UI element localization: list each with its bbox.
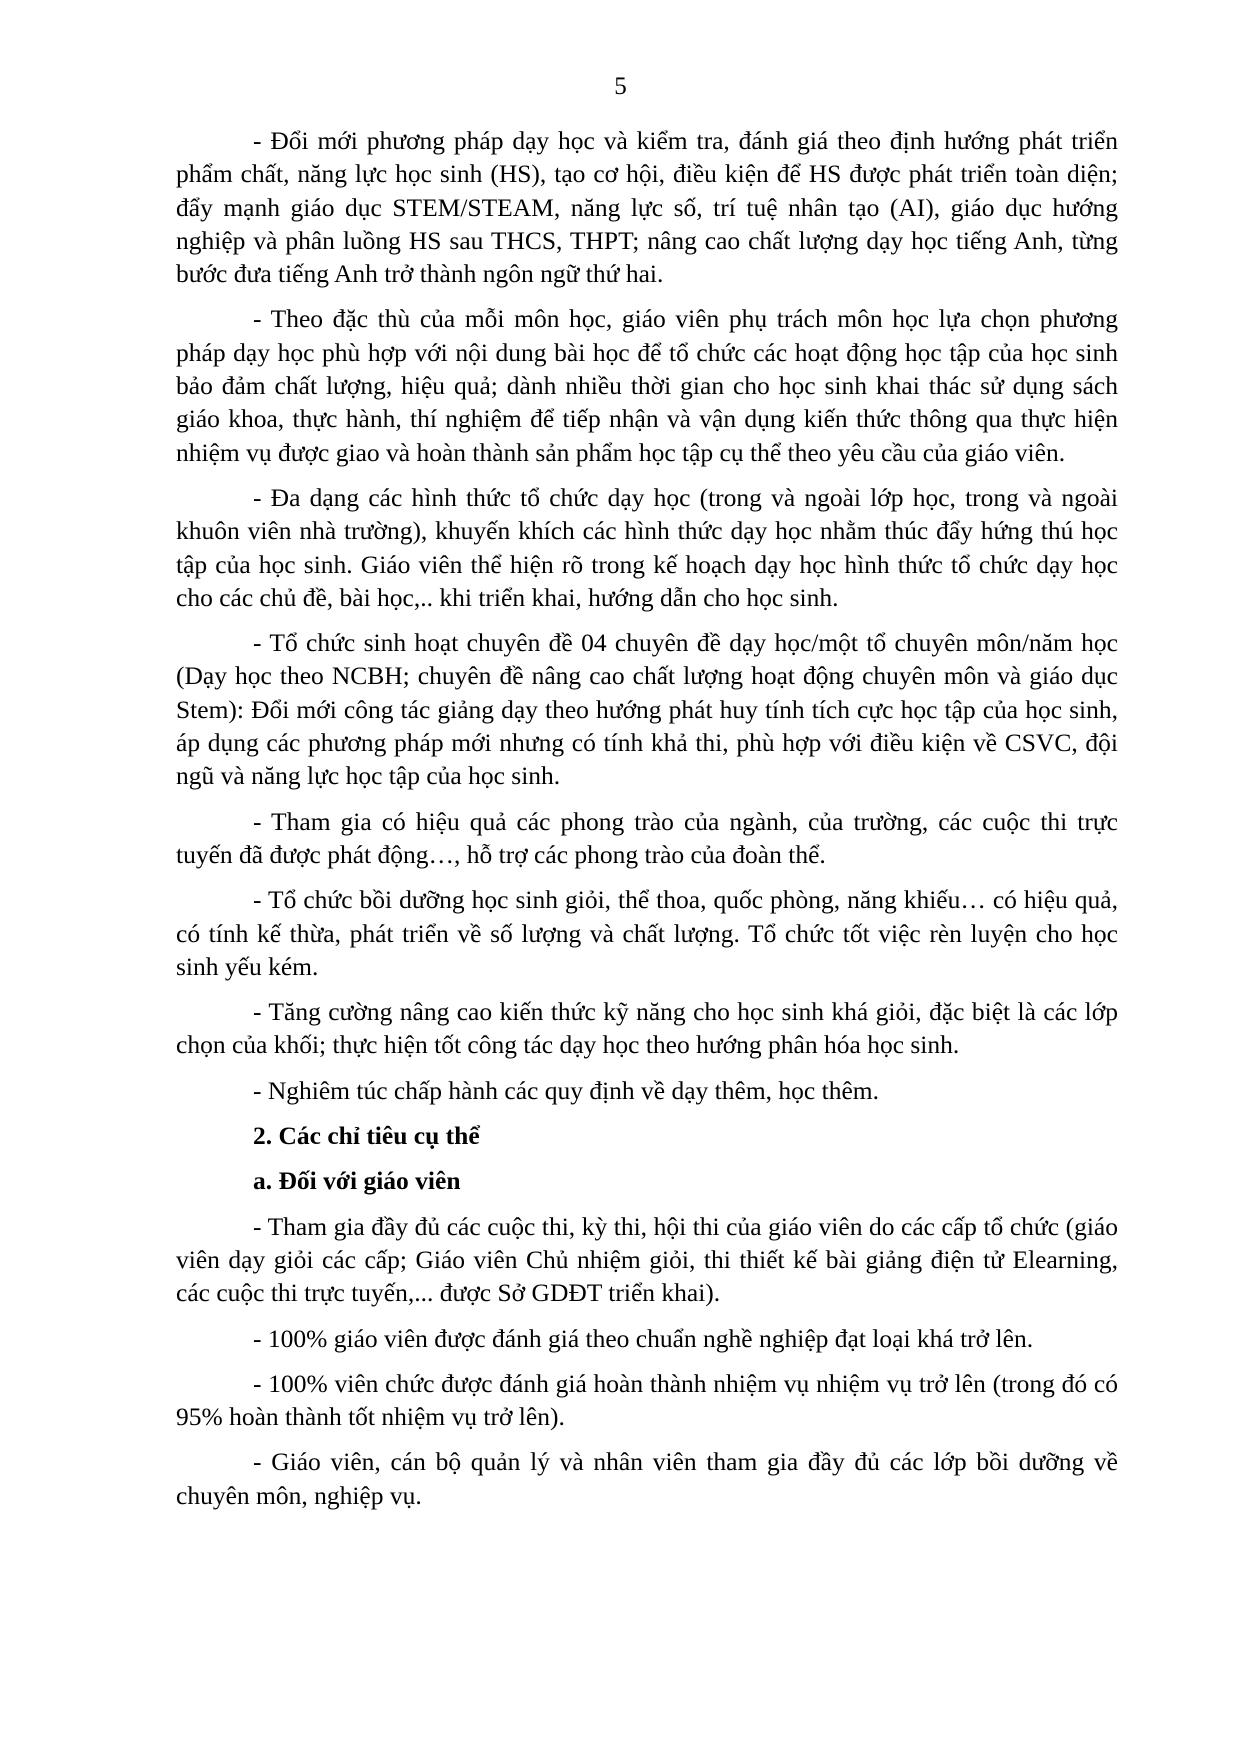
paragraph-teaching-methods: - Đổi mới phương pháp dạy học và kiểm tra, đánh giá theo định hướng phát triển phẩm chất, năng lực học sinh (HS), tạo cơ hội, điều kiện để HS được phát triển toàn diện; đẩy mạnh giáo dục STEM/STEAM, năng lực số, trí tuệ nhân tạo (AI), giáo dục hướng nghiệp và phân luồng HS sau THCS, THPT; nâng cao chất lượng dạy học tiếng Anh, từng bước đưa tiếng Anh trở thành ngôn ngữ thứ hai. (176, 126, 1118, 289)
section-heading-targets: 2. Các chỉ tiêu cụ thể (253, 1121, 480, 1151)
paragraph-extra-classes: - Nghiêm túc chấp hành các quy định về dạy thêm, học thêm. (253, 1075, 879, 1105)
paragraph-competitions: - Tham gia đầy đủ các cuộc thi, kỳ thi, hội thi của giáo viên do các cấp tổ chức (giáo viên dạy giỏi các cấp; Giáo viên Chủ nhiệm giỏi, thi thiết kế bài giảng điện tử Elearning, các cuộc thi trực tuyến,... được Sở GDĐT triển khai). (176, 1211, 1118, 1308)
paragraph-gifted-students: - Tổ chức bồi dưỡng học sinh giỏi, thể thoa, quốc phòng, năng khiếu… có hiệu quả, có tính kế thừa, phát triển về số lượng và chất lượng. Tổ chức tốt việc rèn luyện cho học sinh yếu kém. (176, 885, 1118, 981)
paragraph-seminars: - Tổ chức sinh hoạt chuyên đề 04 chuyên đề dạy học/một tổ chuyên môn/năm học (Dạy học theo NCBH; chuyên đề nâng cao chất lượng hoạt động chuyên môn và giáo dục Stem): Đổi mới công tác giảng dạy theo hướng phát huy tính tích cực học tập của học sinh, áp dụng các phương pháp mới nhưng có tính khả thi, phù hợp với điều kiện về CSVC, đội ngũ và năng lực học tập của học sinh. (176, 628, 1118, 791)
page-content (176, 124, 1118, 1524)
paragraph-professional-standards: - 100% giáo viên được đánh giá theo chuẩn nghề nghiệp đạt loại khá trở lên. (253, 1323, 1034, 1353)
paragraph-movements: - Tham gia có hiệu quả các phong trào của ngành, của trường, các cuộc thi trực tuyến đã được phát động…, hỗ trợ các phong trào của đoàn thể. (176, 806, 1118, 869)
page-number: 5 (614, 73, 627, 100)
paragraph-differentiation: - Tăng cường nâng cao kiến thức kỹ năng cho học sinh khá giỏi, đặc biệt là các lớp chọn của khối; thực hiện tốt công tác dạy học theo hướng phân hóa học sinh. (176, 997, 1118, 1060)
paragraph-staff-evaluation: - 100% viên chức được đánh giá hoàn thành nhiệm vụ nhiệm vụ trở lên (trong đó có 95% hoàn thành tốt nhiệm vụ trở lên). (176, 1368, 1118, 1432)
paragraph-training: - Giáo viên, cán bộ quản lý và nhân viên tham gia đầy đủ các lớp bồi dưỡng về chuyên môn, nghiệp vụ. (176, 1447, 1118, 1510)
paragraph-teaching-forms: - Đa dạng các hình thức tổ chức dạy học (trong và ngoài lớp học, trong và ngoài khuôn viên nhà trường), khuyến khích các hình thức dạy học nhằm thúc đẩy hứng thú học tập của học sinh. Giáo viên thể hiện rõ trong kế hoạch dạy học hình thức tổ chức dạy học cho các chủ đề, bài học,.. khi triển khai, hướng dẫn cho học sinh. (176, 482, 1118, 612)
paragraph-subject-methods: - Theo đặc thù của mỗi môn học, giáo viên phụ trách môn học lựa chọn phương pháp dạy học phù hợp với nội dung bài học để tổ chức các hoạt động học tập của học sinh bảo đảm chất lượng, hiệu quả; dành nhiều thời gian cho học sinh khai thác sử dụng sách giáo khoa, thực hành, thí nghiệm để tiếp nhận và vận dụng kiến thức thông qua thực hiện nhiệm vụ được giao và hoàn thành sản phẩm học tập cụ thể theo yêu cầu của giáo viên. (176, 304, 1118, 467)
subsection-heading-teachers: a. Đối với giáo viên (253, 1166, 461, 1196)
